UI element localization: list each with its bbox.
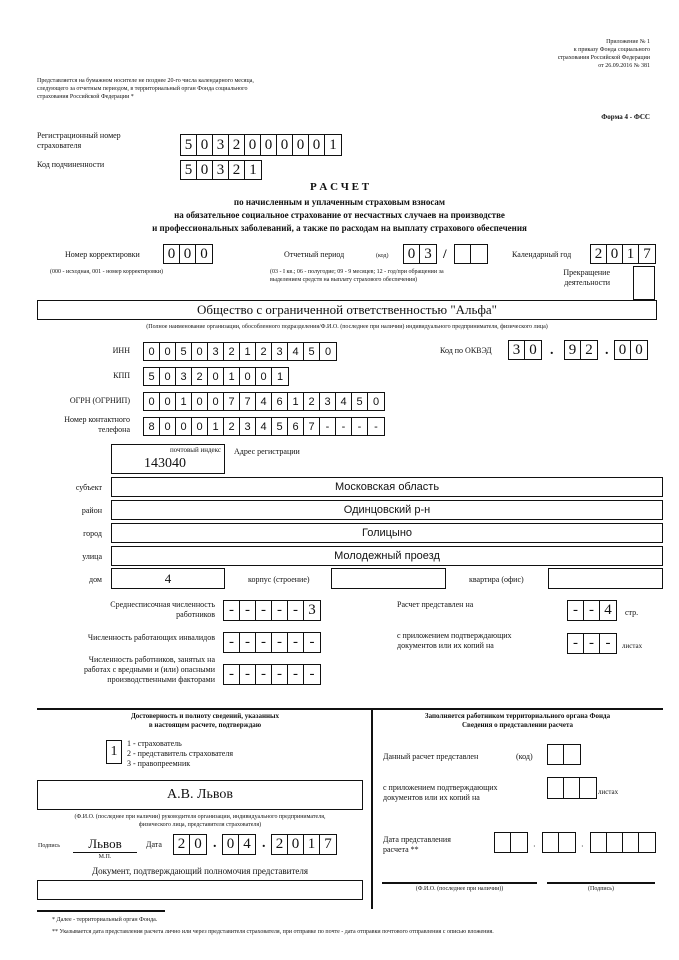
apartment-field[interactable] bbox=[548, 568, 663, 589]
period-code-label: (код) bbox=[376, 253, 389, 259]
cell: 5 bbox=[272, 418, 288, 435]
cell: 0 bbox=[261, 135, 277, 155]
cell: 9 bbox=[565, 341, 581, 359]
intro-line: Представляется на бумажном носителе не позднее 20-го числа календарного месяца, bbox=[37, 78, 254, 84]
label-line: Численность работников, занятых на bbox=[88, 655, 215, 664]
label-line: Регистрационный номер bbox=[37, 131, 121, 140]
cell: 0 bbox=[245, 135, 261, 155]
title-line: Сведения о представлении расчета bbox=[462, 721, 573, 729]
okved-label: Код по ОКВЭД bbox=[440, 346, 492, 355]
cell: 3 bbox=[176, 368, 192, 385]
cell bbox=[639, 833, 655, 852]
cell: - bbox=[288, 665, 304, 684]
cell: 2 bbox=[229, 135, 245, 155]
cell: 0 bbox=[197, 161, 213, 179]
title-line: Заполняется работником территориального органа Фонда bbox=[424, 712, 611, 720]
termination-field[interactable] bbox=[633, 266, 655, 300]
cell bbox=[548, 778, 564, 798]
cell: 5 bbox=[304, 343, 320, 360]
fund-attach-field[interactable] bbox=[547, 777, 597, 799]
cell: 0 bbox=[208, 368, 224, 385]
cell: 2 bbox=[272, 835, 288, 854]
cell: - bbox=[272, 601, 288, 620]
cell: 0 bbox=[180, 245, 196, 263]
confirm-title bbox=[40, 712, 370, 730]
inn-field[interactable] bbox=[143, 342, 337, 361]
label-line: Среднесписочная численность bbox=[110, 600, 215, 609]
cell: 4 bbox=[288, 343, 304, 360]
reg-number-field[interactable] bbox=[180, 134, 342, 156]
cell bbox=[511, 833, 527, 852]
cell: - bbox=[352, 418, 368, 435]
note-line: выделением средств на выплату страхового обеспечения) bbox=[270, 277, 417, 283]
cell bbox=[495, 833, 511, 852]
date-separator: · bbox=[533, 842, 536, 851]
cell bbox=[580, 778, 596, 798]
ogrn-label: ОГРН (ОГРНИП) bbox=[69, 396, 130, 405]
signature-field[interactable]: Львов bbox=[73, 836, 137, 853]
year-label: Календарный год bbox=[512, 250, 572, 259]
okved-field-3[interactable] bbox=[614, 340, 648, 360]
cell: 0 bbox=[324, 345, 332, 358]
pages-unit: стр. bbox=[625, 608, 639, 617]
cell: 0 bbox=[160, 418, 176, 435]
cell: 3 bbox=[272, 343, 288, 360]
cell: 6 bbox=[288, 418, 304, 435]
caption-line: (Ф.И.О. (последнее при наличии) руководителя организации, индивидуального предпринимателя, bbox=[74, 814, 326, 820]
attachments-label bbox=[397, 631, 512, 651]
cell: 3 bbox=[424, 245, 432, 262]
label-line: телефона bbox=[98, 425, 130, 434]
cell: 5 bbox=[176, 343, 192, 360]
subject-label: субъект bbox=[75, 483, 102, 492]
label-line: работников bbox=[176, 610, 215, 619]
cell: 0 bbox=[372, 395, 380, 408]
cell: - bbox=[256, 665, 272, 684]
reg-number-label bbox=[37, 131, 121, 151]
cell: - bbox=[256, 601, 272, 620]
cell: 4 bbox=[256, 418, 272, 435]
fund-sign-caption: (Подпись) bbox=[587, 886, 615, 892]
cell: 0 bbox=[200, 245, 208, 262]
cell: 5 bbox=[181, 161, 197, 179]
label-line: расчета ** bbox=[383, 845, 419, 854]
cell bbox=[471, 245, 487, 263]
apartment-label: квартира (офис) bbox=[469, 575, 524, 584]
intro-line: следующего за отчетным периодом, в территориальный орган Фонда социального bbox=[37, 86, 248, 92]
cell: 4 bbox=[256, 393, 272, 410]
cell: - bbox=[374, 420, 378, 433]
column-divider bbox=[371, 709, 373, 909]
org-name-caption: (Полное наименование организации, обособленного подразделения/Ф.И.О. (последнее при наличии) индивидуального предпринимателя, физического лица) bbox=[146, 324, 548, 330]
postal-code-field[interactable] bbox=[111, 444, 225, 474]
correction-label: Номер корректировки bbox=[65, 250, 140, 259]
fund-submitted-label: Данный расчет представлен bbox=[383, 752, 479, 761]
street-label: улица bbox=[82, 552, 102, 561]
period-note bbox=[270, 268, 500, 284]
cell: - bbox=[584, 601, 600, 620]
period-code-field-2[interactable] bbox=[454, 244, 488, 264]
option-line: 1 - страхователь bbox=[127, 739, 182, 748]
cell: - bbox=[256, 633, 272, 652]
form-name: Форма 4 - ФСС bbox=[601, 113, 650, 121]
footnote-1: * Далее - территориальный орган Фонда. bbox=[52, 917, 158, 923]
cell: - bbox=[568, 601, 584, 620]
cell bbox=[564, 778, 580, 798]
cell: 0 bbox=[309, 135, 325, 155]
cell: 1 bbox=[288, 393, 304, 410]
district-field[interactable]: Одинцовский р-н bbox=[111, 500, 663, 520]
cell: 2 bbox=[585, 341, 593, 358]
date-day-field[interactable] bbox=[173, 834, 207, 855]
cell bbox=[564, 745, 580, 764]
authority-doc-label: Документ, подтверждающий полномочия представителя bbox=[91, 866, 309, 876]
period-label: Отчетный период bbox=[284, 250, 345, 259]
fund-date-day-field[interactable] bbox=[494, 832, 528, 853]
phone-label bbox=[30, 415, 130, 435]
fund-code-field[interactable] bbox=[547, 744, 581, 765]
cell: 2 bbox=[256, 343, 272, 360]
stamp-label: М.П. bbox=[98, 854, 112, 860]
cell: 5 bbox=[144, 368, 160, 385]
okved-field-1[interactable] bbox=[508, 340, 542, 360]
correction-note: (000 - исходная, 001 - номер корректировки) bbox=[50, 269, 164, 275]
fund-attach-unit: листах bbox=[598, 788, 619, 796]
inn-label: ИНН bbox=[112, 346, 130, 355]
avg-staff-label bbox=[40, 600, 215, 620]
cell: 0 bbox=[192, 418, 208, 435]
option-line: 3 - правопреемник bbox=[127, 759, 191, 768]
ogrn-field[interactable] bbox=[143, 392, 385, 411]
caption-line: физического лица, представителя страхователя) bbox=[138, 822, 262, 828]
fund-fio-caption: (Ф.И.О. (последнее при наличии)) bbox=[415, 886, 504, 892]
cell: 0 bbox=[160, 368, 176, 385]
cell: - bbox=[272, 665, 288, 684]
cell bbox=[591, 833, 607, 852]
cell: 0 bbox=[529, 341, 537, 358]
cell: 4 bbox=[604, 602, 612, 618]
building-field[interactable] bbox=[331, 568, 446, 589]
hazard-staff-label bbox=[20, 655, 215, 685]
label-line: работах с вредными и (или) опасными bbox=[83, 665, 215, 674]
okved-field-2[interactable] bbox=[564, 340, 598, 360]
cell: 1 bbox=[304, 835, 320, 854]
phone-field[interactable] bbox=[143, 417, 385, 436]
confirm-role-code[interactable]: 1 bbox=[106, 740, 122, 764]
cell: 1 bbox=[249, 161, 257, 178]
label-line: Дата представления bbox=[383, 835, 451, 844]
cell: 0 bbox=[293, 135, 309, 155]
cell: 0 bbox=[208, 393, 224, 410]
label-line: документов или их копий на bbox=[397, 641, 494, 650]
cell: - bbox=[309, 666, 315, 682]
confirm-options bbox=[127, 739, 233, 769]
cell: 0 bbox=[144, 343, 160, 360]
date-separator: . bbox=[213, 836, 217, 851]
termination-label bbox=[545, 268, 610, 288]
cell: 1 bbox=[176, 393, 192, 410]
period-code-field[interactable] bbox=[403, 244, 437, 264]
cell: 3 bbox=[213, 135, 229, 155]
signature-label: Подпись bbox=[38, 843, 61, 849]
cell: 7 bbox=[224, 393, 240, 410]
city-field[interactable]: Голицыно bbox=[111, 523, 663, 543]
building-label: корпус (строение) bbox=[248, 575, 310, 584]
cell: 1 bbox=[329, 136, 337, 153]
appendix-line: к приказу Фонда социального bbox=[573, 47, 650, 53]
reg-address-label: Адрес регистрации bbox=[234, 447, 300, 456]
title-line: по начисленным и уплаченным страховым взносам bbox=[233, 197, 446, 207]
appendix-note bbox=[480, 38, 650, 70]
cell bbox=[455, 245, 471, 263]
cell: 6 bbox=[272, 393, 288, 410]
cell: 0 bbox=[277, 135, 293, 155]
title-line: в настоящем расчете, подтверждаю bbox=[148, 721, 262, 729]
cell: 3 bbox=[213, 161, 229, 179]
house-label: дом bbox=[89, 575, 102, 584]
cell: 2 bbox=[229, 161, 245, 179]
fund-date-label bbox=[383, 835, 451, 855]
cell: 0 bbox=[404, 245, 420, 263]
cell: 0 bbox=[144, 393, 160, 410]
page-title: Р А С Ч Е Т bbox=[309, 181, 370, 193]
cell: 1 bbox=[623, 245, 639, 263]
label-line: деятельности bbox=[564, 278, 610, 287]
appendix-line: от 26.09.2016 № 381 bbox=[598, 63, 650, 69]
cell: 2 bbox=[192, 368, 208, 385]
cell: 1 bbox=[240, 343, 256, 360]
cell: 1 bbox=[208, 418, 224, 435]
cell: 0 bbox=[164, 245, 180, 263]
period-slash: / bbox=[443, 246, 447, 261]
fund-title bbox=[375, 712, 660, 730]
cell: 0 bbox=[240, 368, 256, 385]
pages-field[interactable] bbox=[567, 600, 617, 621]
subordination-code-field[interactable] bbox=[180, 160, 262, 180]
cell: - bbox=[320, 418, 336, 435]
cell: 5 bbox=[352, 393, 368, 410]
cell: 1 bbox=[276, 370, 284, 383]
street-field[interactable]: Молодежный проезд bbox=[111, 546, 663, 566]
cell: 0 bbox=[192, 343, 208, 360]
cell: 7 bbox=[643, 245, 651, 262]
cell: - bbox=[605, 635, 611, 651]
section-divider bbox=[37, 708, 663, 710]
date-month-field[interactable] bbox=[222, 834, 256, 855]
org-name-field[interactable]: Общество с ограниченной ответственностью "Альфа" bbox=[37, 300, 657, 320]
cell: - bbox=[336, 418, 352, 435]
fund-date-year-field[interactable] bbox=[590, 832, 656, 853]
subject-field[interactable]: Московская область bbox=[111, 477, 663, 497]
cell: 0 bbox=[197, 135, 213, 155]
authority-doc-field[interactable] bbox=[37, 880, 363, 900]
cell: - bbox=[224, 665, 240, 684]
cell: 3 bbox=[240, 418, 256, 435]
postal-code-label: почтовый индекс bbox=[169, 446, 221, 454]
cell: 0 bbox=[194, 836, 202, 852]
okved-separator: . bbox=[550, 343, 554, 358]
district-label: район bbox=[81, 506, 102, 515]
correction-number-field[interactable] bbox=[163, 244, 213, 264]
house-field[interactable]: 4 bbox=[111, 568, 225, 589]
hazard-staff-field[interactable] bbox=[223, 664, 321, 685]
date-year-field[interactable] bbox=[271, 834, 337, 855]
okved-separator: . bbox=[605, 343, 609, 358]
date-separator: . bbox=[262, 836, 266, 851]
fund-fio-line[interactable] bbox=[382, 882, 537, 884]
intro-line: страхования Российской Федерации * bbox=[37, 94, 134, 100]
cell bbox=[607, 833, 623, 852]
cell: 0 bbox=[223, 835, 239, 854]
cell: - bbox=[288, 633, 304, 652]
cell: 0 bbox=[615, 341, 631, 359]
fund-attach-label bbox=[383, 783, 498, 803]
cell: - bbox=[568, 634, 584, 653]
title-line: Достоверность и полноту сведений, указанных bbox=[130, 712, 279, 720]
cell: 4 bbox=[336, 393, 352, 410]
cell: 0 bbox=[160, 343, 176, 360]
fund-sign-line[interactable] bbox=[547, 882, 655, 884]
signer-fio-caption bbox=[37, 813, 363, 829]
cell: 0 bbox=[160, 393, 176, 410]
cell: - bbox=[224, 633, 240, 652]
appendix-line: страхования Российской Федерации bbox=[557, 55, 650, 61]
label-line: Номер контактного bbox=[64, 415, 130, 424]
note-line: (03 - I кв.; 06 - полугодие; 09 - 9 месяцев; 12 - год/при обращении за bbox=[270, 269, 444, 275]
disabled-staff-field[interactable] bbox=[223, 632, 321, 653]
year-field[interactable] bbox=[590, 244, 656, 264]
cell: 8 bbox=[144, 418, 160, 435]
cell: 0 bbox=[635, 341, 643, 358]
title-line: на обязательное социальное страхование от несчастных случаев на производстве bbox=[174, 210, 505, 220]
cell: 2 bbox=[591, 245, 607, 263]
cell: 5 bbox=[181, 135, 197, 155]
fund-date-month-field[interactable] bbox=[542, 832, 576, 853]
label-line: Прекращение bbox=[563, 268, 610, 277]
city-label: город bbox=[83, 529, 102, 538]
cell: 3 bbox=[208, 343, 224, 360]
cell: 2 bbox=[224, 343, 240, 360]
footnote-2: ** Указывается дата представления расчета лично или через представителя страхователя, при отправке по почте - дата отправки почтового отправления с описью вложения. bbox=[52, 929, 494, 935]
cell: 7 bbox=[324, 836, 332, 852]
cell: 0 bbox=[607, 245, 623, 263]
cell: 3 bbox=[308, 602, 316, 618]
signer-fio-field[interactable]: А.В. Львов bbox=[37, 780, 363, 810]
subordination-code-label: Код подчиненности bbox=[37, 160, 105, 169]
cell: 3 bbox=[509, 341, 525, 359]
cell: - bbox=[240, 601, 256, 620]
pages-label: Расчет представлен на bbox=[397, 600, 474, 609]
avg-staff-field[interactable] bbox=[223, 600, 321, 621]
appendix-line: Приложение № 1 bbox=[606, 39, 650, 45]
cell: 2 bbox=[174, 835, 190, 854]
cell: - bbox=[240, 665, 256, 684]
cell bbox=[543, 833, 559, 852]
cell: 3 bbox=[320, 393, 336, 410]
cell: - bbox=[288, 601, 304, 620]
cell: - bbox=[584, 634, 600, 653]
date-separator: · bbox=[581, 842, 584, 851]
cell: 7 bbox=[304, 418, 320, 435]
cell: 2 bbox=[224, 418, 240, 435]
label-line: производственными факторами bbox=[107, 675, 215, 684]
cell bbox=[548, 745, 564, 764]
cell: 4 bbox=[243, 836, 251, 852]
cell bbox=[623, 833, 639, 852]
cell: 0 bbox=[288, 835, 304, 854]
cell: - bbox=[224, 601, 240, 620]
postal-code-value: 143040 bbox=[144, 456, 186, 471]
cell: 0 bbox=[192, 393, 208, 410]
cell: 0 bbox=[256, 368, 272, 385]
footnote-divider bbox=[37, 910, 165, 912]
date-label: Дата bbox=[146, 840, 162, 849]
cell: - bbox=[272, 633, 288, 652]
attachments-field[interactable] bbox=[567, 633, 617, 654]
label-line: с приложением подтверждающих bbox=[397, 631, 512, 640]
option-line: 2 - представитель страхователя bbox=[127, 749, 234, 758]
attachments-unit: листах bbox=[622, 642, 643, 650]
cell: - bbox=[309, 634, 315, 650]
label-line: документов или их копий на bbox=[383, 793, 480, 802]
label-line: с приложением подтверждающих bbox=[383, 783, 498, 792]
cell: - bbox=[240, 633, 256, 652]
disabled-staff-label: Численность работающих инвалидов bbox=[87, 633, 215, 642]
kpp-field[interactable] bbox=[143, 367, 289, 386]
label-line: страхователя bbox=[37, 141, 82, 150]
cell: 7 bbox=[240, 393, 256, 410]
cell: 1 bbox=[224, 368, 240, 385]
title-line: и профессиональных заболеваний, а также по расходам на выплату страхового обеспечения bbox=[152, 223, 527, 233]
cell: 2 bbox=[304, 393, 320, 410]
cell: 0 bbox=[176, 418, 192, 435]
fund-code-label: (код) bbox=[516, 752, 533, 761]
intro-note bbox=[37, 77, 357, 101]
cell bbox=[559, 833, 575, 852]
kpp-label: КПП bbox=[113, 371, 130, 380]
